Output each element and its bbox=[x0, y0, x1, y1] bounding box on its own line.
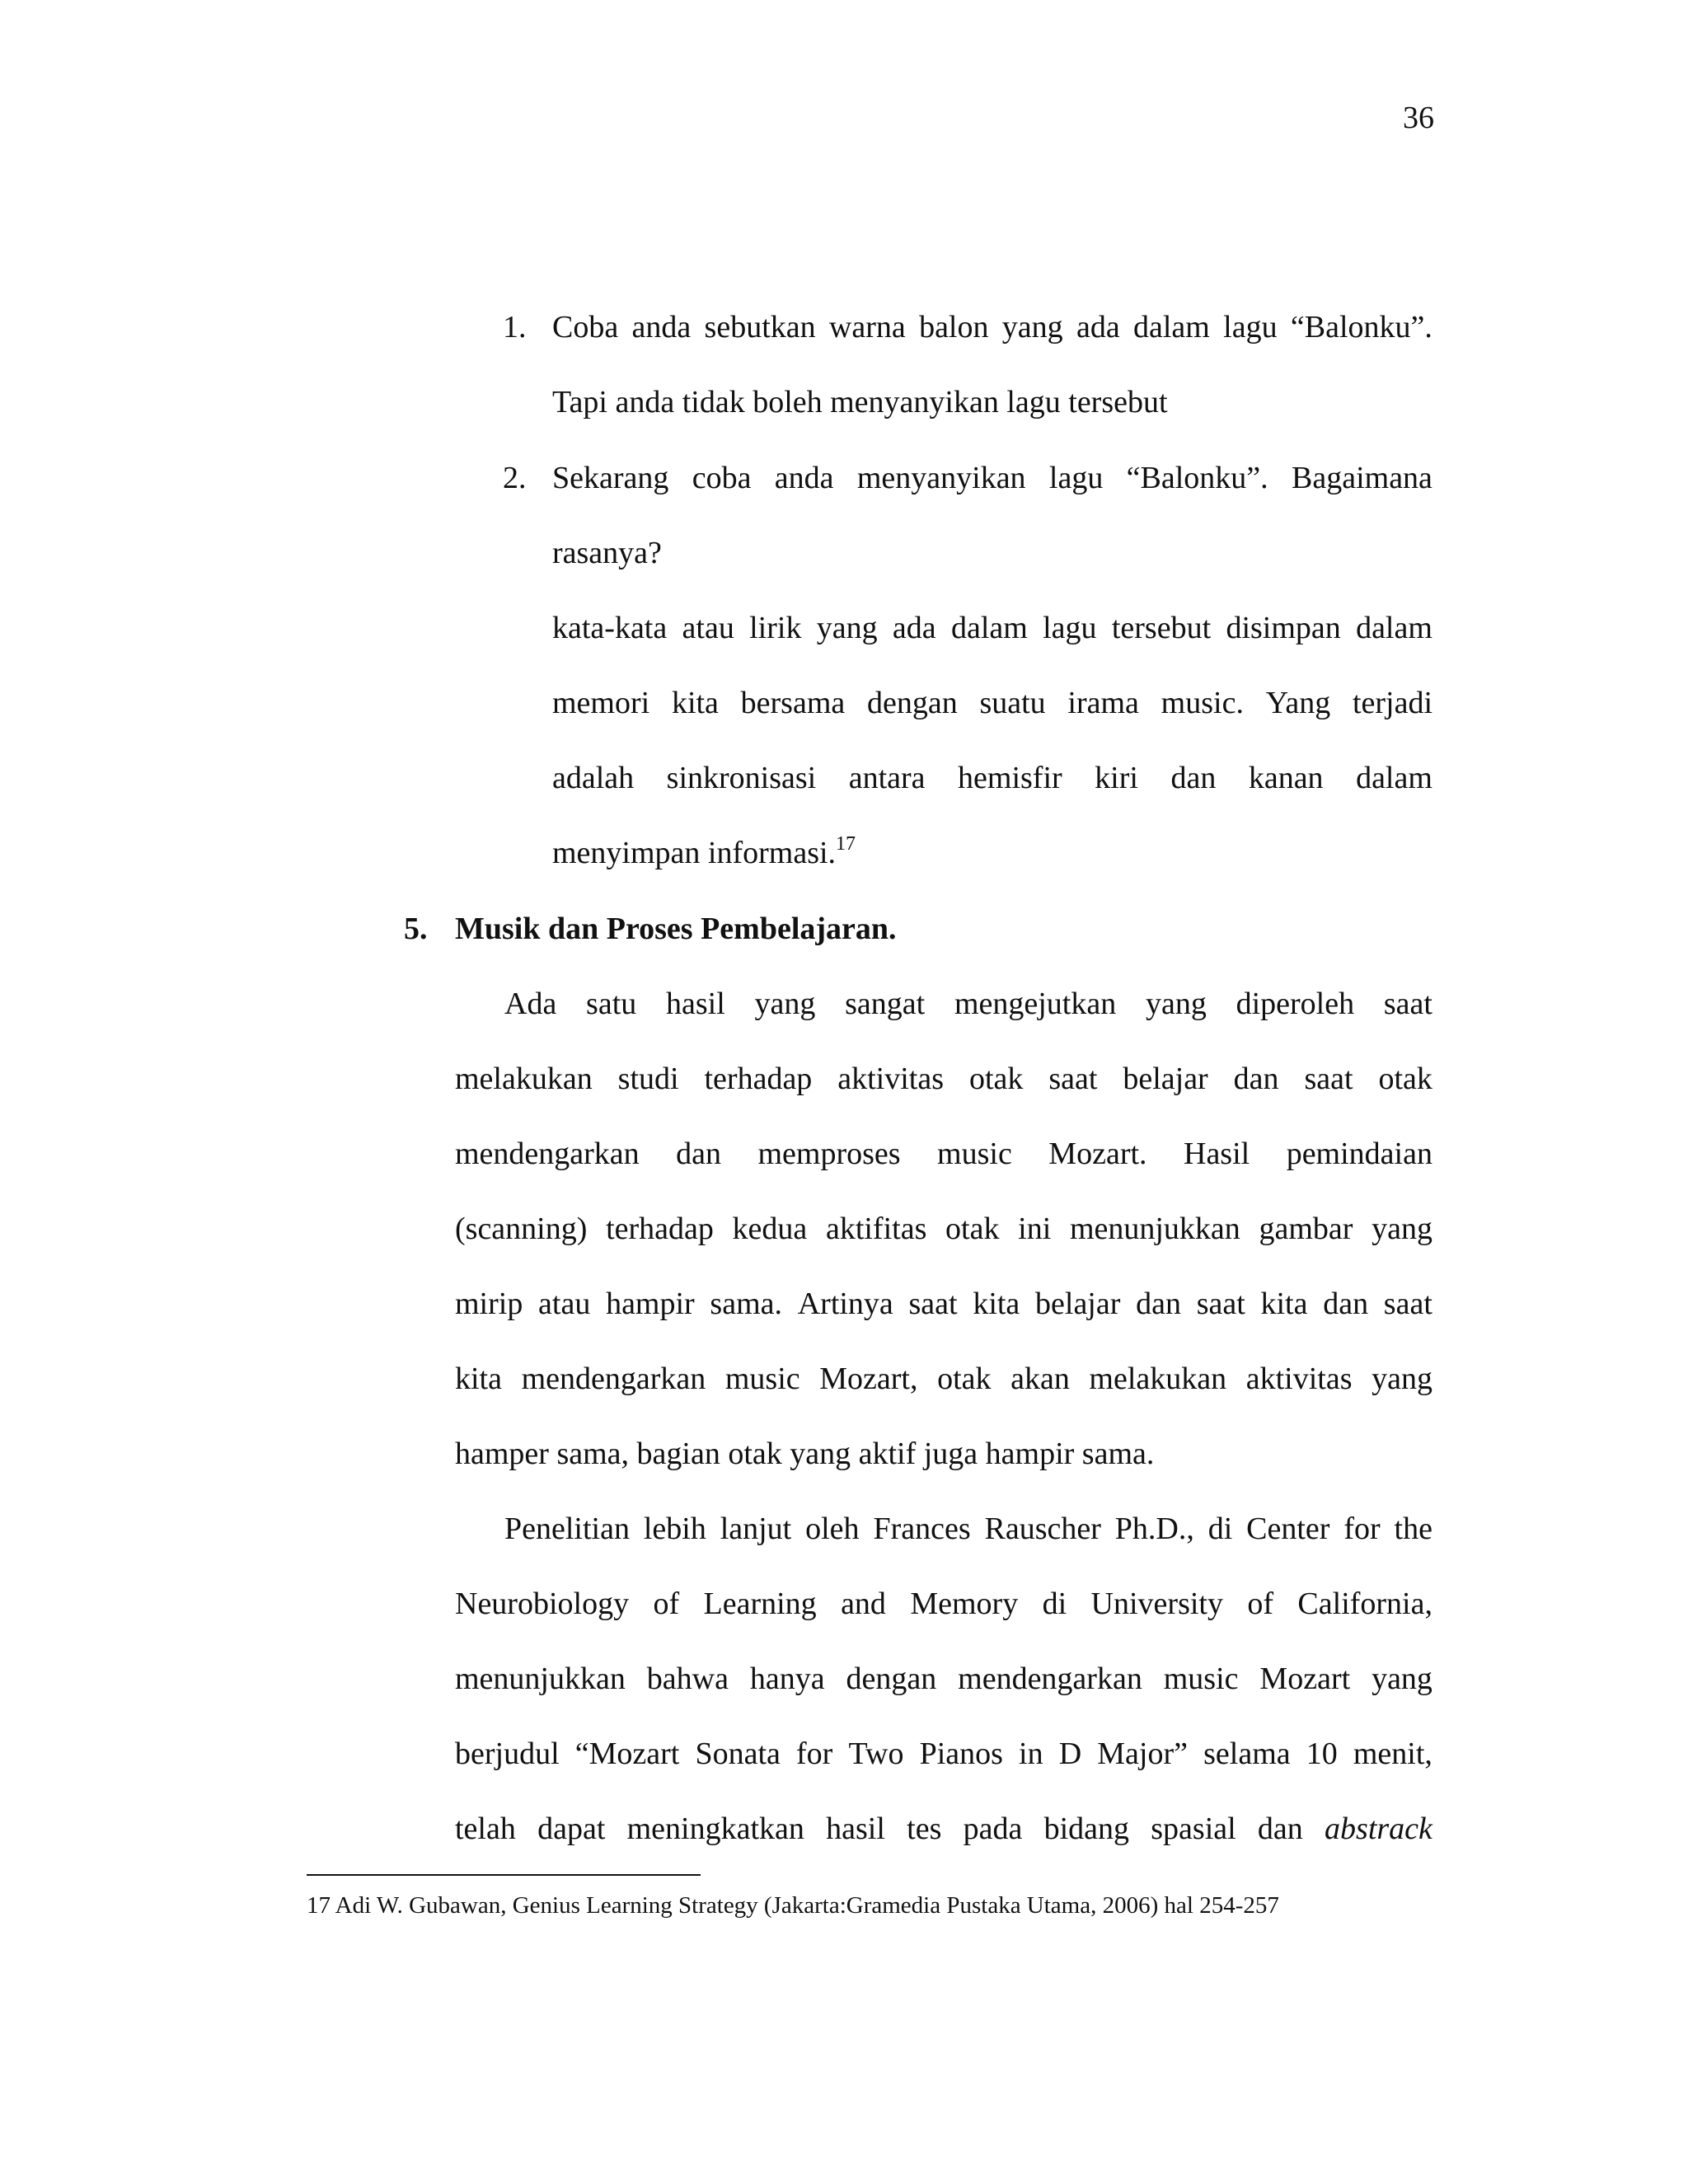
paragraph-1-line-1 bbox=[504, 983, 1432, 1024]
italic-word: abstrack bbox=[1325, 1811, 1432, 1846]
word: aktivitas bbox=[1245, 1361, 1353, 1396]
word: dalam bbox=[1356, 761, 1432, 795]
word: kedua bbox=[732, 1212, 808, 1246]
explanation-line-4-text: menyimpan informasi. bbox=[552, 836, 837, 870]
word: Frances bbox=[873, 1511, 971, 1546]
word: disimpan bbox=[1226, 611, 1341, 645]
word: melakukan bbox=[455, 1062, 593, 1096]
word: and bbox=[841, 1586, 886, 1621]
word: aktifitas bbox=[825, 1212, 927, 1246]
word: dan bbox=[1170, 761, 1217, 795]
word: of bbox=[653, 1586, 680, 1621]
explanation-line-4 bbox=[552, 832, 856, 874]
word: atau bbox=[538, 1286, 591, 1321]
word: warna bbox=[828, 310, 906, 344]
paragraph-2-line-5 bbox=[455, 1808, 1432, 1849]
word: kita bbox=[455, 1361, 502, 1396]
word: gambar bbox=[1259, 1212, 1353, 1246]
word: antara bbox=[848, 761, 926, 795]
word: atau bbox=[682, 611, 734, 645]
word: “Balonku”. bbox=[1290, 310, 1432, 344]
list-item-1-number: 1. bbox=[503, 310, 527, 344]
word: belajar bbox=[1123, 1062, 1208, 1096]
word: pada bbox=[963, 1811, 1023, 1846]
word: music bbox=[724, 1361, 800, 1396]
word: mendengarkan bbox=[455, 1137, 640, 1171]
list-item-1-line-2: Tapi anda tidak boleh menyanyikan lagu tersebut bbox=[552, 385, 1168, 419]
word: music bbox=[937, 1137, 1012, 1171]
word: telah bbox=[455, 1811, 516, 1846]
paragraph-1-line-7: hamper sama, bagian otak yang aktif juga hampir sama. bbox=[455, 1436, 1155, 1471]
word: oleh bbox=[805, 1511, 860, 1546]
footnote: 17 Adi W. Gubawan, Genius Learning Strategy (Jakarta:Gramedia Pustaka Utama, 2006) hal 254-257 bbox=[307, 1892, 1279, 1919]
word: dalam bbox=[1133, 310, 1210, 344]
word: Center bbox=[1246, 1511, 1330, 1546]
word: Coba bbox=[552, 310, 619, 344]
word: di bbox=[1042, 1586, 1067, 1621]
word: hasil bbox=[666, 987, 725, 1021]
word: Sekarang bbox=[552, 461, 669, 495]
word: of bbox=[1247, 1586, 1274, 1621]
word: University bbox=[1090, 1586, 1223, 1621]
word: yang bbox=[1145, 987, 1207, 1021]
word: ada bbox=[1076, 310, 1120, 344]
word: Ph.D., bbox=[1114, 1511, 1194, 1546]
word: di bbox=[1207, 1511, 1233, 1546]
word: bersama bbox=[740, 686, 846, 720]
word: lanjut bbox=[720, 1511, 792, 1546]
word: Sonata bbox=[695, 1736, 781, 1771]
word: music bbox=[1163, 1661, 1239, 1696]
word: tes bbox=[907, 1811, 942, 1846]
word: otak bbox=[937, 1361, 992, 1396]
word: kita bbox=[973, 1286, 1020, 1321]
word: Penelitian bbox=[504, 1511, 630, 1546]
word: kita bbox=[671, 686, 719, 720]
word: saat bbox=[908, 1286, 958, 1321]
word: menit, bbox=[1353, 1736, 1432, 1771]
word: Major” bbox=[1097, 1736, 1188, 1771]
word: yang bbox=[754, 987, 816, 1021]
word: akan bbox=[1010, 1361, 1070, 1396]
word: Mozart. bbox=[1048, 1137, 1147, 1171]
word: otak bbox=[1378, 1062, 1432, 1096]
word: saat bbox=[1383, 987, 1432, 1021]
word: sama. bbox=[710, 1286, 782, 1321]
section-number: 5. bbox=[404, 912, 428, 946]
word: dan bbox=[1323, 1286, 1369, 1321]
word: adalah bbox=[552, 761, 635, 795]
word: kata-kata bbox=[552, 611, 668, 645]
word: anda bbox=[774, 461, 834, 495]
paragraph-1-line-2 bbox=[455, 1058, 1432, 1099]
word: lebih bbox=[643, 1511, 706, 1546]
word: dalam bbox=[950, 611, 1028, 645]
word: belajar bbox=[1035, 1286, 1121, 1321]
word: for bbox=[796, 1736, 833, 1771]
word: kiri bbox=[1095, 761, 1138, 795]
word: in bbox=[1019, 1736, 1043, 1771]
list-item-2-line-1 bbox=[552, 457, 1432, 499]
word: kanan bbox=[1248, 761, 1324, 795]
word: saat bbox=[1196, 1286, 1245, 1321]
explanation-line-3 bbox=[552, 757, 1432, 799]
word: yang bbox=[1001, 310, 1063, 344]
paragraph-2-line-2 bbox=[455, 1583, 1432, 1624]
paragraph-1-line-5 bbox=[455, 1283, 1432, 1324]
word: the bbox=[1394, 1511, 1432, 1546]
word: suatu bbox=[979, 686, 1046, 720]
word: lagu bbox=[1048, 461, 1104, 495]
word: saat bbox=[1304, 1062, 1353, 1096]
word: yang bbox=[1372, 1212, 1432, 1246]
word: Memory bbox=[910, 1586, 1019, 1621]
word: hanya bbox=[749, 1661, 825, 1696]
paragraph-1-line-6 bbox=[455, 1358, 1432, 1399]
word: (scanning) bbox=[455, 1212, 588, 1246]
paragraph-2-line-1 bbox=[504, 1508, 1432, 1549]
list-item-2-line-2: rasanya? bbox=[552, 536, 662, 570]
word: meningkatkan bbox=[626, 1811, 804, 1846]
explanation-line-1 bbox=[552, 607, 1432, 649]
word: Hasil bbox=[1184, 1137, 1250, 1171]
word: anda bbox=[631, 310, 692, 344]
paragraph-1-line-4 bbox=[455, 1208, 1432, 1249]
word: bidang bbox=[1043, 1811, 1130, 1846]
word: sangat bbox=[845, 987, 926, 1021]
word: yang bbox=[816, 611, 878, 645]
word: dengan bbox=[846, 1661, 937, 1696]
page-number: 36 bbox=[1403, 101, 1434, 135]
word: lagu bbox=[1223, 310, 1278, 344]
footnote-separator bbox=[307, 1874, 701, 1876]
word: satu bbox=[586, 987, 637, 1021]
word: kita bbox=[1260, 1286, 1308, 1321]
word: Mozart bbox=[1259, 1661, 1351, 1696]
word: berjudul bbox=[455, 1736, 560, 1771]
word: dan bbox=[1136, 1286, 1181, 1321]
word: memproses bbox=[757, 1137, 901, 1171]
word: otak bbox=[945, 1212, 1000, 1246]
word: aktivitas bbox=[837, 1062, 945, 1096]
word: Pianos bbox=[919, 1736, 1003, 1771]
word: Rauscher bbox=[984, 1511, 1101, 1546]
word: saat bbox=[1048, 1062, 1098, 1096]
word: terhadap bbox=[606, 1212, 714, 1246]
word: Bagaimana bbox=[1292, 461, 1432, 495]
word: yang bbox=[1372, 1661, 1432, 1696]
word: mendengarkan bbox=[521, 1361, 706, 1396]
word: hampir bbox=[606, 1286, 695, 1321]
list-item-2-number: 2. bbox=[503, 461, 527, 495]
word: mendengarkan bbox=[958, 1661, 1142, 1696]
word: for bbox=[1343, 1511, 1381, 1546]
word: Yang bbox=[1265, 686, 1331, 720]
word: California, bbox=[1297, 1586, 1432, 1621]
word: tersebut bbox=[1111, 611, 1212, 645]
word: 10 bbox=[1306, 1736, 1338, 1771]
word: Neurobiology bbox=[455, 1586, 630, 1621]
paragraph-2-line-4 bbox=[455, 1733, 1432, 1774]
word: menunjukkan bbox=[455, 1661, 626, 1696]
word: melakukan bbox=[1089, 1361, 1227, 1396]
word: Learning bbox=[703, 1586, 817, 1621]
word: dapat bbox=[537, 1811, 606, 1846]
word: Mozart, bbox=[819, 1361, 918, 1396]
word: hemisfir bbox=[958, 761, 1062, 795]
word: bahwa bbox=[646, 1661, 729, 1696]
word: “Balonku”. bbox=[1126, 461, 1268, 495]
word: dalam bbox=[1356, 611, 1432, 645]
paragraph-2-line-3 bbox=[455, 1658, 1432, 1699]
word: mirip bbox=[455, 1286, 523, 1321]
word: Artinya bbox=[797, 1286, 893, 1321]
word: menunjukkan bbox=[1069, 1212, 1240, 1246]
word: Ada bbox=[504, 987, 557, 1021]
list-item-1-line-1 bbox=[552, 307, 1432, 348]
word: music. bbox=[1160, 686, 1244, 720]
word: irama bbox=[1067, 686, 1139, 720]
word: selama bbox=[1203, 1736, 1291, 1771]
word: studi bbox=[617, 1062, 679, 1096]
word: balon bbox=[919, 310, 989, 344]
word: coba bbox=[692, 461, 752, 495]
word: diperoleh bbox=[1236, 987, 1355, 1021]
explanation-line-2 bbox=[552, 682, 1432, 724]
word: hasil bbox=[826, 1811, 885, 1846]
word: D bbox=[1058, 1736, 1082, 1771]
word: terjadi bbox=[1352, 686, 1432, 720]
word: ada bbox=[892, 611, 936, 645]
word: saat bbox=[1383, 1286, 1432, 1321]
section-title: Musik dan Proses Pembelajaran. bbox=[455, 912, 897, 946]
word: memori bbox=[552, 686, 650, 720]
word: dan bbox=[676, 1137, 722, 1171]
word: Two bbox=[848, 1736, 904, 1771]
word: ini bbox=[1018, 1212, 1052, 1246]
word: dan bbox=[1233, 1062, 1279, 1096]
word: pemindaian bbox=[1286, 1137, 1432, 1171]
word: menyanyikan bbox=[856, 461, 1026, 495]
word: lirik bbox=[749, 611, 802, 645]
word: dan bbox=[1257, 1811, 1303, 1846]
paragraph-1-line-3 bbox=[455, 1133, 1432, 1174]
footnote-reference: 17 bbox=[836, 833, 856, 855]
word: “Mozart bbox=[574, 1736, 680, 1771]
word: yang bbox=[1372, 1361, 1432, 1396]
word: mengejutkan bbox=[954, 987, 1117, 1021]
word: lagu bbox=[1043, 611, 1097, 645]
word: sebutkan bbox=[704, 310, 816, 344]
word: terhadap bbox=[704, 1062, 813, 1096]
word: otak bbox=[968, 1062, 1024, 1096]
word: dengan bbox=[867, 686, 958, 720]
word: sinkronisasi bbox=[666, 761, 817, 795]
word: spasial bbox=[1151, 1811, 1236, 1846]
